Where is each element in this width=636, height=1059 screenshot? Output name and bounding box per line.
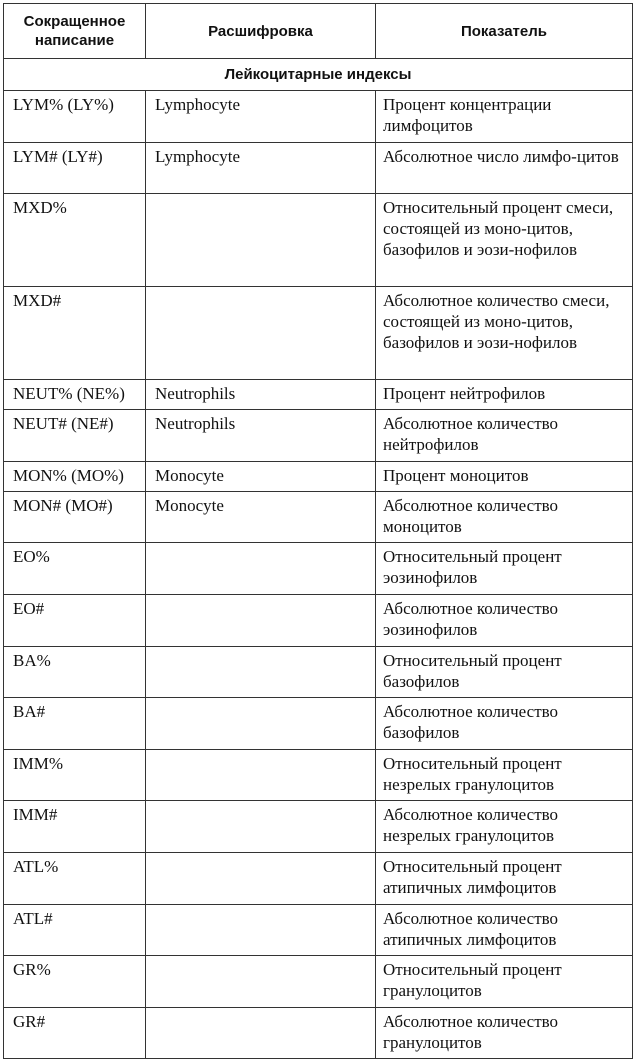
decoding-cell (146, 749, 376, 801)
decoding-cell: Monocyte (146, 491, 376, 543)
indicator-cell: Процент моноцитов (376, 461, 633, 491)
table-row (4, 594, 633, 646)
abbreviation-cell: MON% (MO%) (4, 461, 146, 491)
indicator-cell: Относительный процент атипичных лимфоцитов (376, 852, 633, 904)
decoding-cell (146, 646, 376, 698)
abbreviation-cell: ATL# (4, 904, 146, 956)
table-row (4, 194, 633, 287)
decoding-cell (146, 543, 376, 595)
indicator-cell: Относительный процент базофилов (376, 646, 633, 698)
table-row (4, 410, 633, 462)
table-row (4, 91, 633, 143)
decoding-cell (146, 698, 376, 750)
abbreviation-cell: LYM# (LY#) (4, 142, 146, 194)
table-row (4, 491, 633, 543)
decoding-cell (146, 852, 376, 904)
table-row (4, 698, 633, 750)
decoding-cell: Monocyte (146, 461, 376, 491)
abbreviation-cell: MXD# (4, 287, 146, 380)
indicator-cell: Абсолютное количество нейтрофилов (376, 410, 633, 462)
abbreviation-cell: EO# (4, 594, 146, 646)
table-row (4, 543, 633, 595)
table-row (4, 646, 633, 698)
indicator-cell: Относительный процент незрелых гранулоцитов (376, 749, 633, 801)
indicator-cell: Абсолютное количество незрелых гранулоцитов (376, 801, 633, 853)
header-abbreviation: Сокращенное написание (4, 4, 146, 59)
table-row (4, 852, 633, 904)
indicator-cell: Абсолютное количество базофилов (376, 698, 633, 750)
abbreviation-cell: IMM% (4, 749, 146, 801)
decoding-cell: Lymphocyte (146, 91, 376, 143)
abbreviation-cell: BA# (4, 698, 146, 750)
table-row (4, 287, 633, 380)
table-row (4, 904, 633, 956)
table-row (4, 749, 633, 801)
indicator-cell: Абсолютное количество моноцитов (376, 491, 633, 543)
indicator-cell: Относительный процент эозинофилов (376, 543, 633, 595)
indicator-cell: Абсолютное количество смеси, состоящей из моно-цитов, базофилов и эози-нофилов (376, 287, 633, 380)
abbreviation-cell: MON# (MO#) (4, 491, 146, 543)
table-body (4, 91, 633, 1059)
section-title: Лейкоцитарные индексы (4, 59, 633, 91)
leukocyte-indices-table (3, 3, 633, 1059)
header-indicator: Показатель (376, 4, 633, 59)
table-row (4, 801, 633, 853)
decoding-cell: Lymphocyte (146, 142, 376, 194)
indicator-cell: Относительный процент гранулоцитов (376, 956, 633, 1008)
decoding-cell (146, 287, 376, 380)
indicator-cell: Абсолютное количество атипичных лимфоцитов (376, 904, 633, 956)
decoding-cell: Neutrophils (146, 410, 376, 462)
header-decoding: Расшифровка (146, 4, 376, 59)
abbreviation-cell: NEUT# (NE#) (4, 410, 146, 462)
indicator-cell: Абсолютное количество эозинофилов (376, 594, 633, 646)
abbreviation-cell: IMM# (4, 801, 146, 853)
decoding-cell (146, 801, 376, 853)
decoding-cell (146, 194, 376, 287)
indicator-cell: Процент нейтрофилов (376, 380, 633, 410)
abbreviation-cell: EO% (4, 543, 146, 595)
abbreviation-cell: BA% (4, 646, 146, 698)
decoding-cell (146, 594, 376, 646)
indicator-cell: Абсолютное количество гранулоцитов (376, 1007, 633, 1059)
decoding-cell: Neutrophils (146, 380, 376, 410)
abbreviation-cell: LYM% (LY%) (4, 91, 146, 143)
table-row (4, 142, 633, 194)
decoding-cell (146, 904, 376, 956)
header-row (4, 4, 633, 59)
table-row (4, 380, 633, 410)
abbreviation-cell: GR# (4, 1007, 146, 1059)
abbreviation-cell: NEUT% (NE%) (4, 380, 146, 410)
indicator-cell: Процент концентрации лимфоцитов (376, 91, 633, 143)
section-row (4, 59, 633, 91)
decoding-cell (146, 1007, 376, 1059)
table-row (4, 1007, 633, 1059)
abbreviation-cell: GR% (4, 956, 146, 1008)
abbreviation-cell: ATL% (4, 852, 146, 904)
table-row (4, 956, 633, 1008)
abbreviation-cell: MXD% (4, 194, 146, 287)
decoding-cell (146, 956, 376, 1008)
indicator-cell: Абсолютное число лимфо-цитов (376, 142, 633, 194)
table-row (4, 461, 633, 491)
indicator-cell: Относительный процент смеси, состоящей из моно-цитов, базофилов и эози-нофилов (376, 194, 633, 287)
